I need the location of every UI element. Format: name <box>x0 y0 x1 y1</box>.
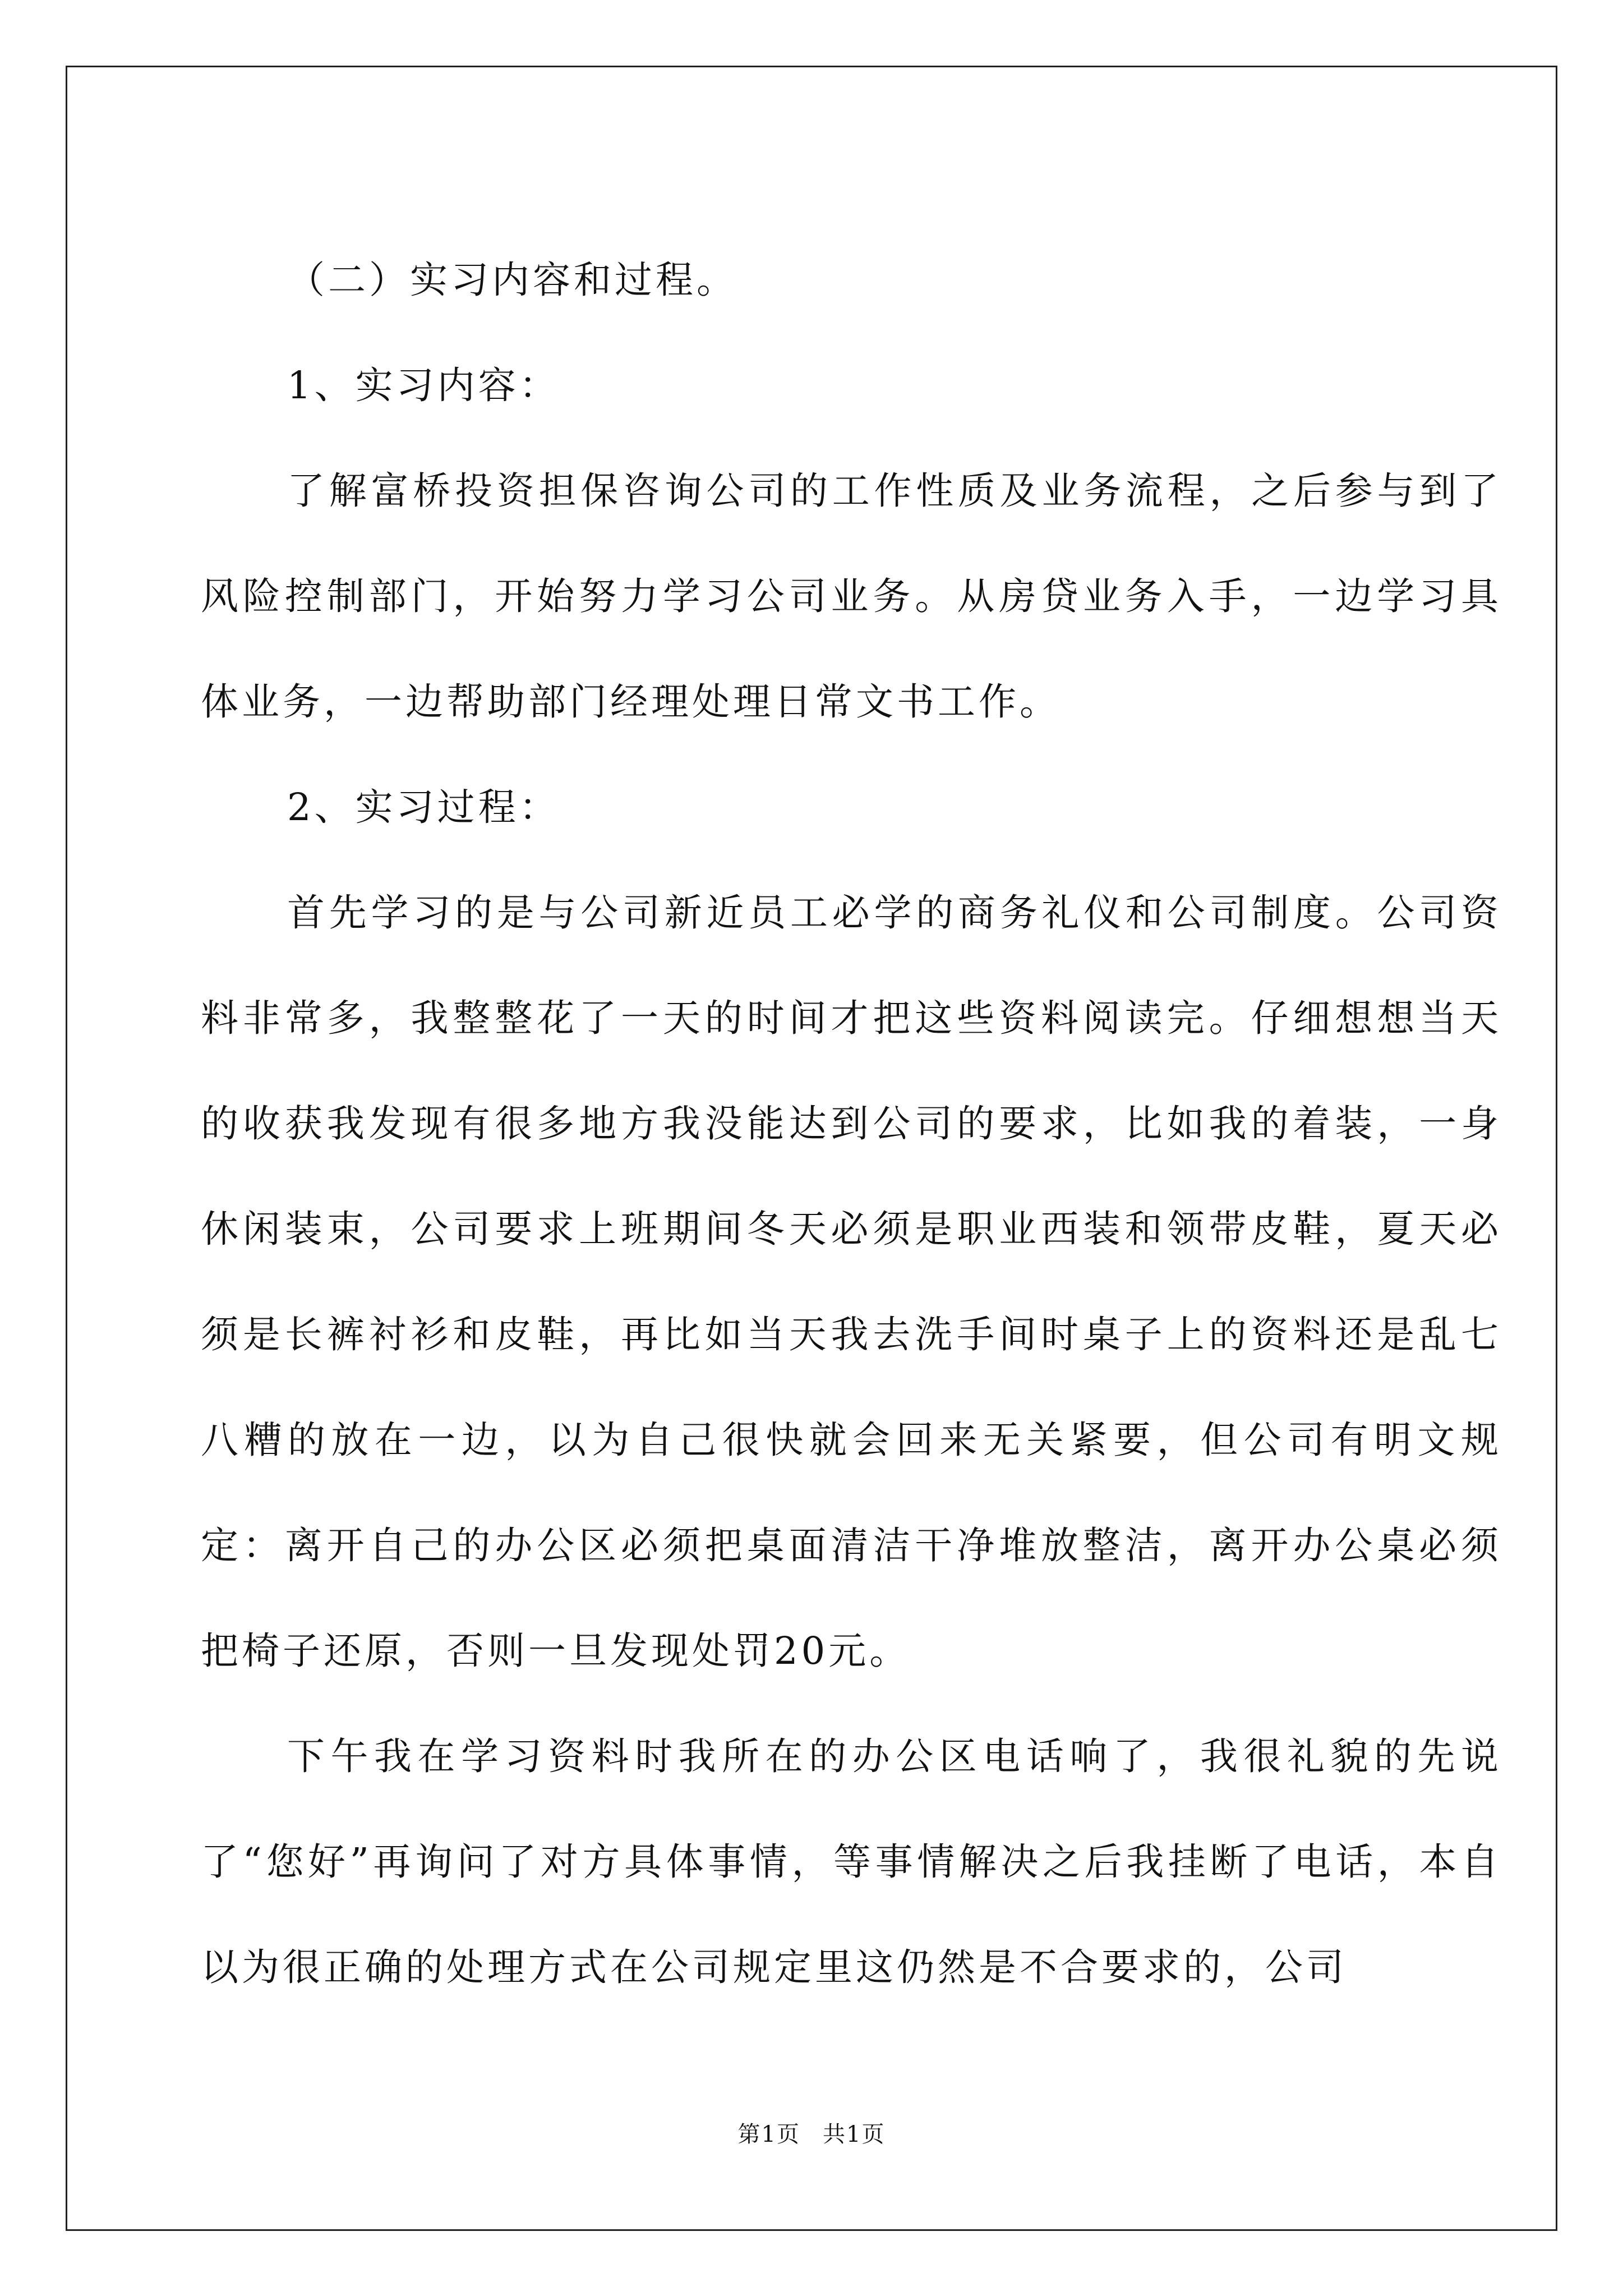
section-heading: （二）实习内容和过程。 <box>287 258 737 302</box>
paragraph-process-1: 首先学习的是与公司新近员工必学的商务礼仪和公司制度。公司资料非常多，我整整花了一天的时间才把这些资料阅读完。仔细想想当天的收获我发现有很多地方我没能达到公司的要求，比如我的着装，一身休闲装束，公司要求上班期间冬天必须是职业西装和领带皮鞋，夏天必须是长裤衬衫和皮鞋，再比如当天我去洗手间时桌子上的资料还是乱七八糟的放在一边，以为自己很快就会回来无关紧要，但公司有明文规定：离开自己的办公区必须把桌面清洁干净堆放整洁，离开办公桌必须把椅子还原，否则一旦发现处罚20元。 <box>201 891 1502 1673</box>
subsection-heading-process: 2、实习过程： <box>287 785 560 829</box>
page-frame <box>66 66 1557 2231</box>
subsection-heading-content: 1、实习内容： <box>287 364 560 407</box>
document-body <box>201 227 1502 2020</box>
paragraph-content: 了解富桥投资担保咨询公司的工作性质及业务流程，之后参与到了风险控制部门，开始努力学习公司业务。从房贷业务入手，一边学习具体业务，一边帮助部门经理处理日常文书工作。 <box>201 469 1502 724</box>
page-total: 共1页 <box>823 2122 886 2147</box>
paragraph-process-2: 下午我在学习资料时我所在的办公区电话响了，我很礼貌的先说了“您好”再询问了对方具体事情，等事情解决之后我挂断了电话，本自以为很正确的处理方式在公司规定里这仍然是不合要求的，公司 <box>201 1734 1502 1989</box>
page-footer <box>67 2118 1556 2151</box>
page-number: 第1页 <box>737 2122 800 2147</box>
